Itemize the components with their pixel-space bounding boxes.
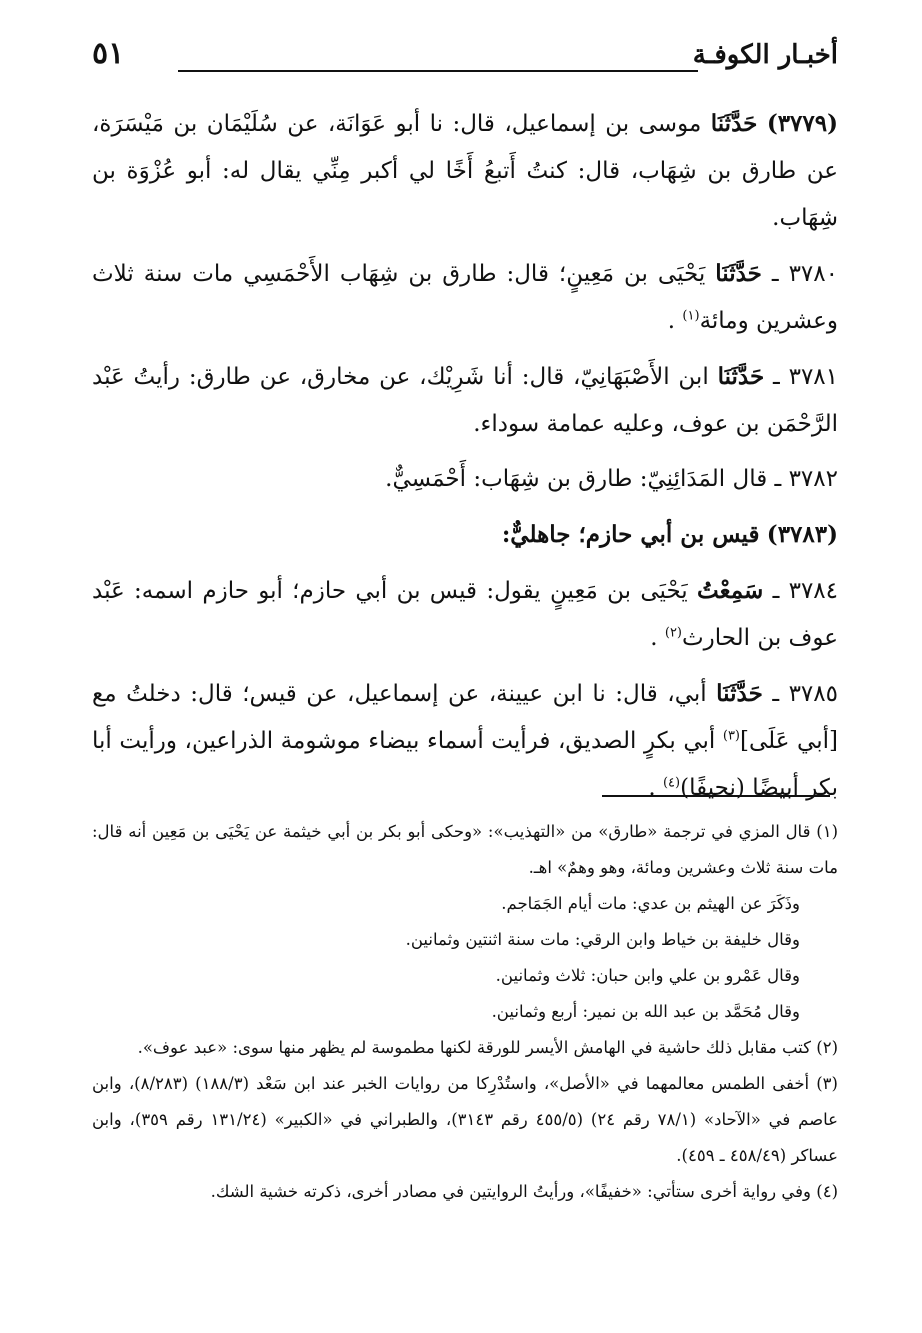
footnote-ref[interactable]: (٣) bbox=[722, 728, 740, 744]
footnotes bbox=[92, 814, 838, 1210]
entry-end: . bbox=[667, 308, 676, 334]
footnote-1-line: وقال مُحَمَّد بن عبد الله بن نمير: أربع وثمانين. bbox=[491, 1002, 800, 1021]
page-header bbox=[92, 34, 838, 88]
entry-lead: حَدَّثَنَا bbox=[717, 363, 765, 390]
entry-number: ٣٧٨٤ ـ bbox=[772, 578, 839, 604]
entry-lead: حَدَّثَنَا bbox=[710, 110, 758, 137]
entry-number: ٣٧٨٥ ـ bbox=[772, 681, 838, 707]
footnote-1-line: وقال عَمْرو بن علي وابن حبان: ثلاث وثمانين. bbox=[495, 966, 800, 985]
entry-lead: حَدَّثَنَا bbox=[715, 260, 762, 287]
footnote-1-line: وذَكَرَ عن الهيثم بن عدي: مات أيام الجَمَاجم. bbox=[501, 894, 800, 913]
entry-end: . bbox=[648, 775, 656, 801]
main-text bbox=[92, 100, 838, 820]
entry-number: ٣٧٨٢ ـ bbox=[774, 466, 838, 492]
footnote-1: (١) قال المزي في ترجمة «طارق» من «التهذيب»: «وحكى أبو بكر بن أبي خيثمة عن يَحْيَى بن مَعِين أنه قال: مات سنة ثلاث وعشرين ومائة، وهو وهمٌ» اهـ. bbox=[92, 822, 838, 877]
entry-text: يَحْيَى بن مَعِينٍ؛ قال: طارق بن شِهَاب الأَحْمَسِي مات سنة ثلاث وعشرين ومائة bbox=[92, 261, 838, 334]
entry-text: موسى بن إسماعيل، قال: نا أبو عَوَانَة، عن سُلَيْمَان بن مَيْسَرَة، عن طارق بن شِهَاب، قال: كنتُ أَتبعُ أَخًا لي أكبر مِنِّي يقال له: أبو عُزْوَة بن شِهَاب. bbox=[92, 111, 838, 231]
footnote-ref[interactable]: (١) bbox=[682, 308, 700, 324]
entry-text: قيس بن أبي حازم؛ جاهليٌّ: bbox=[501, 521, 760, 548]
footnote-3: (٣) أخفى الطمس معالمهما في «الأصل»، واستُدْرِكا من روايات الخبر عند ابن سَعْد (١٨٨/٣) (٨/٢٨٣)، وابن عاصم في «الآحاد» (٧٨/١ رقم ٢٤) (٤٥٥/٥ رقم ٣١٤٣)، والطبراني في «الكبير» (١٣١/٢٤ رقم ٣٥٩)، وابن عساكر (٤٥٨/٤٩ ـ ٤٥٩). bbox=[92, 1074, 839, 1165]
footnote-rule bbox=[602, 795, 830, 797]
entry-number: (٣٧٧٩) bbox=[766, 110, 839, 137]
entry-number: ٣٧٨١ ـ bbox=[773, 364, 839, 390]
footnote-ref[interactable]: (٤) bbox=[662, 775, 681, 791]
footnote-ref[interactable]: (٢) bbox=[664, 625, 682, 641]
header-rule bbox=[178, 70, 698, 72]
entry-text-cont: أبي بكرٍ الصديق، فرأيت أسماء بيضاء موشومة الذراعين، ورأيت أبا بكر أبيضًا (نحيفًا) bbox=[92, 728, 838, 801]
entry-text: قال المَدَائِنِيّ: طارق بن شِهَاب: أَحْمَسِيٌّ. bbox=[385, 466, 768, 492]
entry-3781 bbox=[92, 353, 838, 448]
entry-end: . bbox=[650, 625, 658, 651]
entry-number: ٣٧٨٠ ـ bbox=[771, 261, 838, 287]
entry-3782 bbox=[92, 456, 838, 503]
entry-3784 bbox=[92, 567, 838, 662]
entry-3780 bbox=[92, 250, 838, 345]
entry-text: أبي، قال: نا ابن عيينة، عن إسماعيل، عن قيس؛ قال: دخلتُ مع [أبي عَلَى] bbox=[92, 681, 838, 754]
entry-lead: حَدَّثَنَا bbox=[716, 680, 763, 707]
entry-3779 bbox=[92, 100, 838, 242]
footnote-2: (٢) كتب مقابل ذلك حاشية في الهامش الأيسر للورقة لكنها مطموسة لم يظهر منها سوى: «عبد عوف». bbox=[137, 1038, 838, 1057]
page-number: ٥١ bbox=[92, 36, 125, 71]
running-head: أخبـار الكوفـة bbox=[692, 40, 838, 70]
entry-text: ابن الأَصْبَهَانِيّ، قال: أنا شَرِيْك، عن مخارق، عن طارق: رأيتُ عَبْد الرَّحْمَن بن عوف، وعليه عمامة سوداء. bbox=[92, 364, 838, 437]
entry-text: يَحْيَى بن مَعِينٍ يقول: قيس بن أبي حازم؛ أبو حازم اسمه: عَبْد عوف بن الحارث bbox=[92, 578, 838, 651]
footnote-1-line: وقال خليفة بن خياط وابن الرقي: مات سنة اثنتين وثمانين. bbox=[405, 930, 800, 949]
entry-3785 bbox=[92, 670, 838, 812]
entry-lead: سَمِعْتُ bbox=[697, 577, 764, 604]
entry-3783 bbox=[92, 511, 838, 559]
footnote-4: (٤) وفي رواية أخرى ستأتي: «خفيفًا»، ورأيتُ الروايتين في مصادر أخرى، ذكرته خشية الشك. bbox=[210, 1182, 838, 1201]
entry-number: (٣٧٨٣) bbox=[766, 521, 838, 548]
